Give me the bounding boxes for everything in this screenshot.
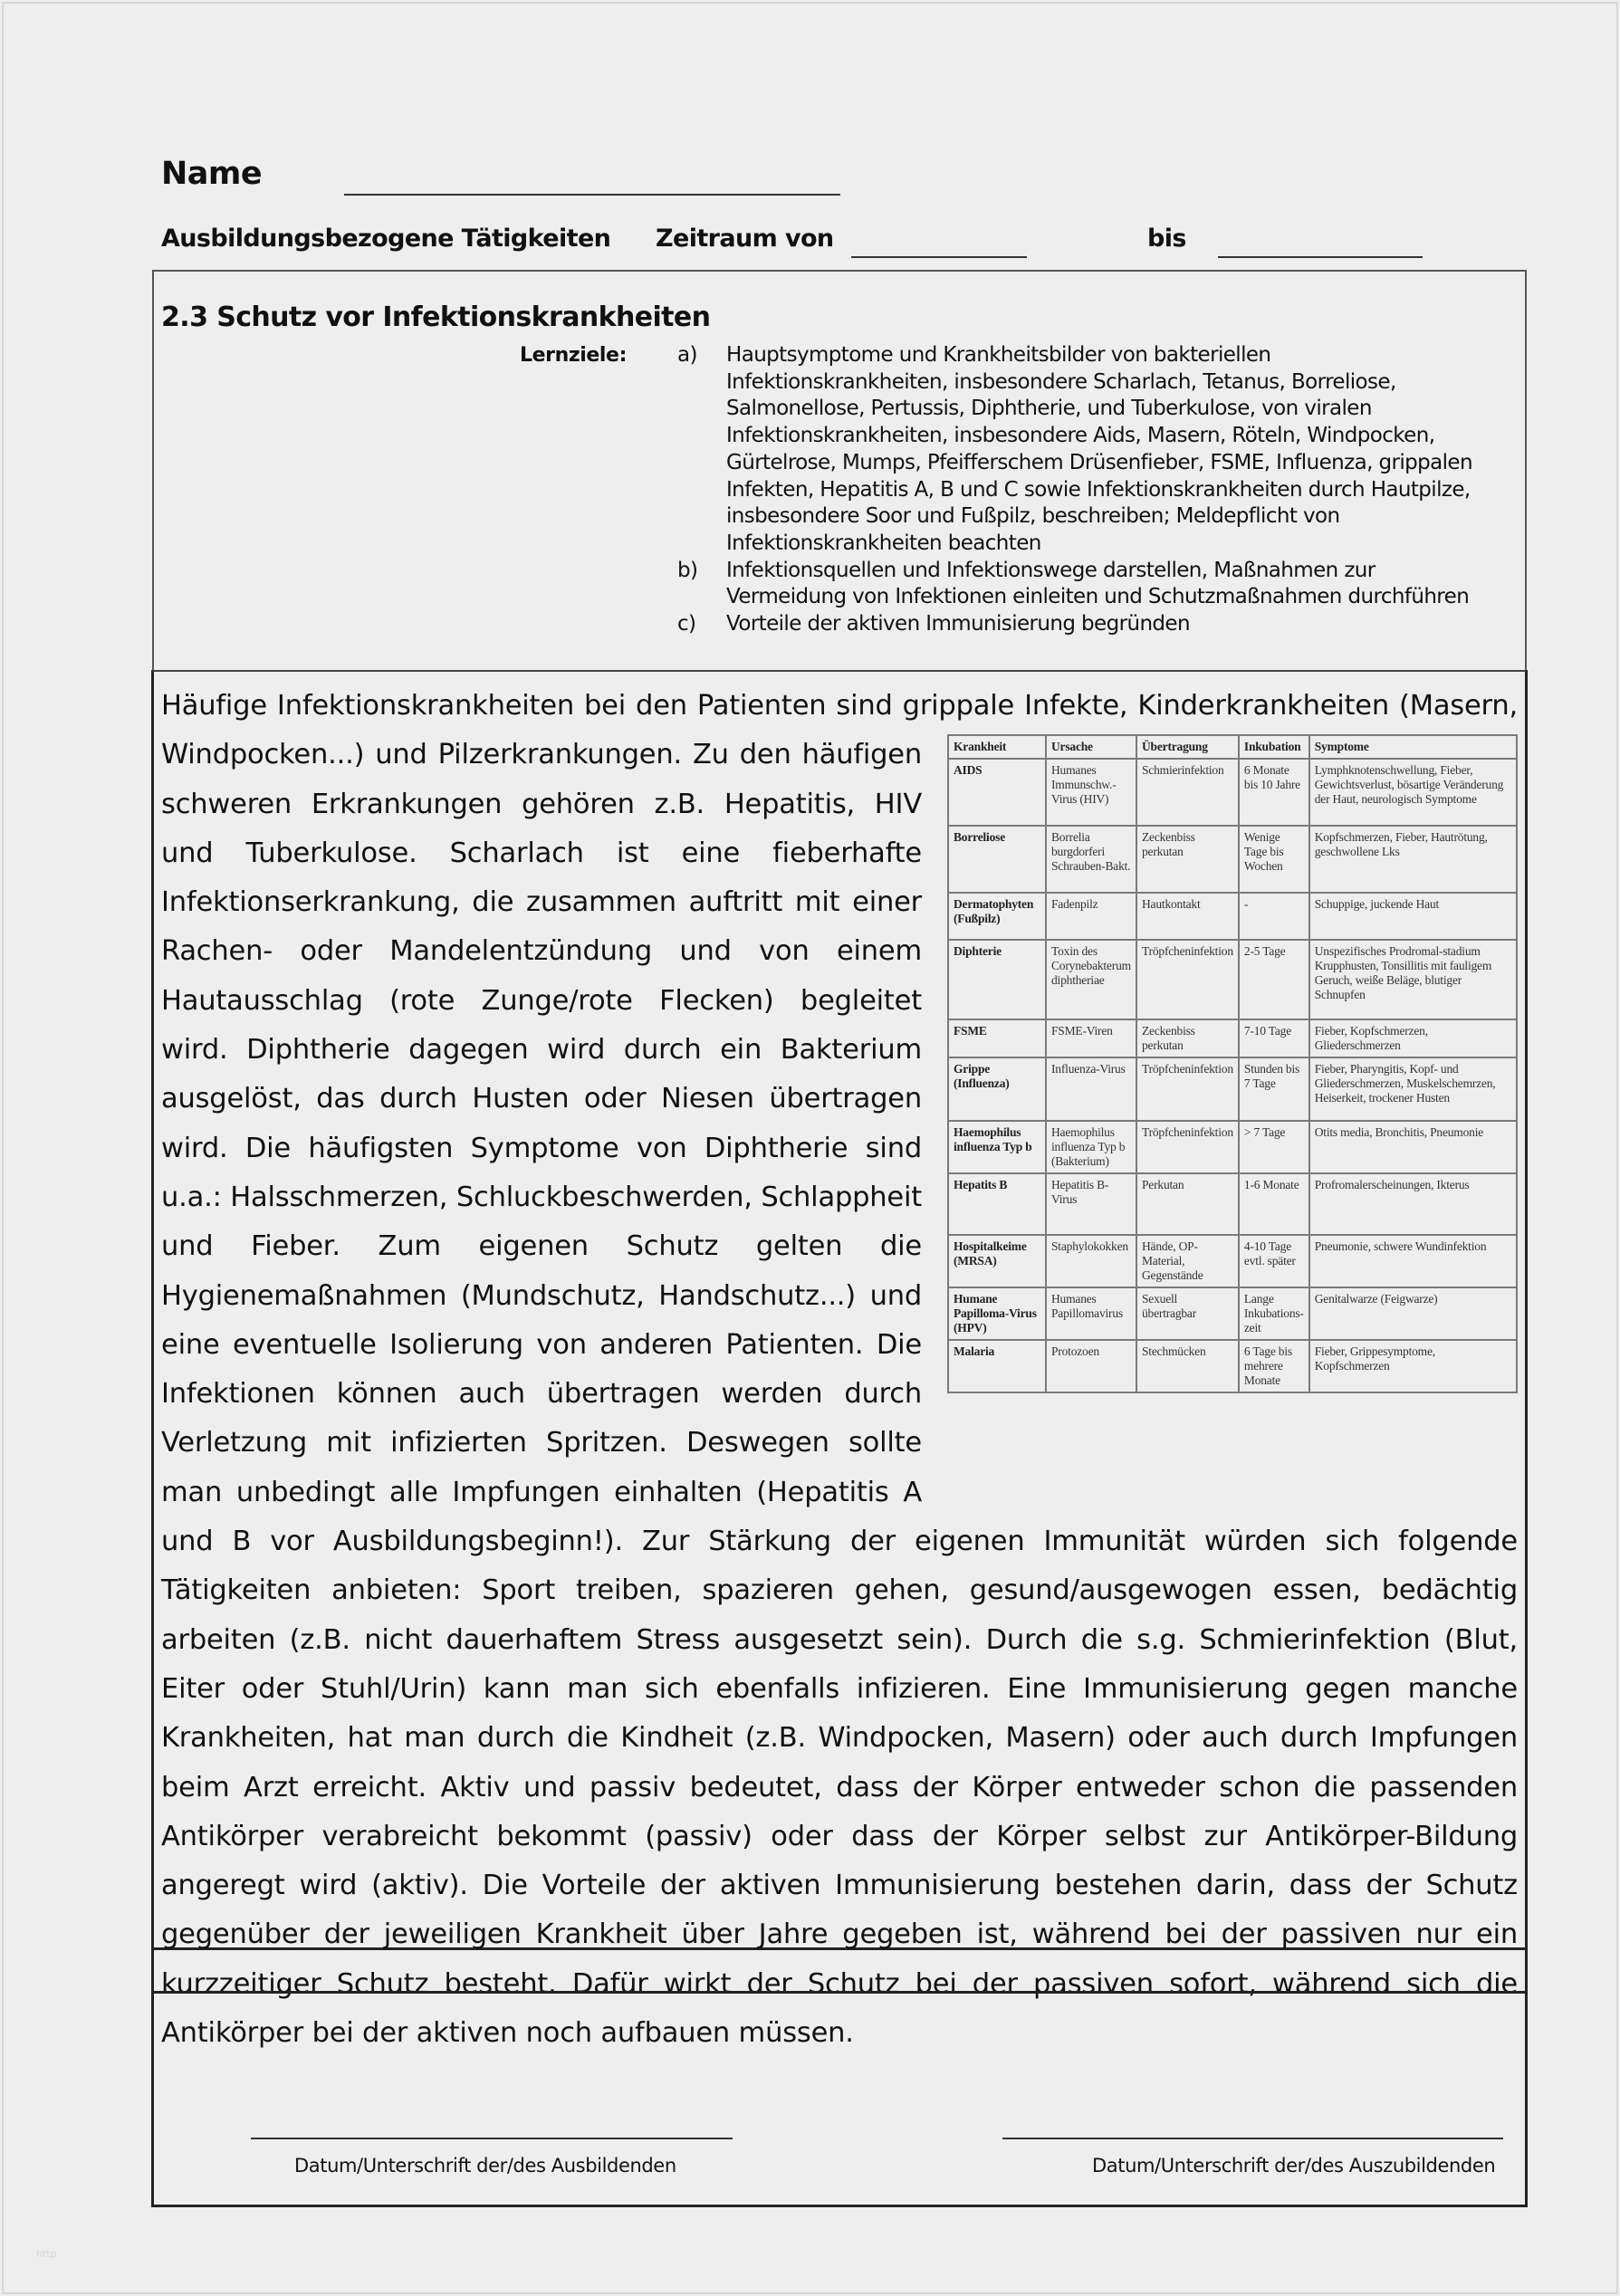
symptoms-cell: Kopfschmerzen, Fieber, Hautrötung, geschwollene Lks [1309, 826, 1517, 893]
learning-goal-a [677, 342, 1492, 558]
disease-cell: Grippe (Influenza) [948, 1057, 1046, 1121]
name-field[interactable] [344, 194, 840, 196]
disease-cell: Borreliose [948, 826, 1046, 893]
symptoms-cell: Genitalwarze (Feigwarze) [1309, 1287, 1517, 1340]
transmission-cell: Zeckenbiss perkutan [1136, 826, 1239, 893]
transmission-cell: Tröpfcheninfektion [1136, 1057, 1239, 1121]
incubation-cell: 1-6 Monate [1239, 1173, 1309, 1235]
cause-cell: Haemophilus influenza Typ b (Bakterium) [1046, 1121, 1136, 1173]
learning-goals-label: Lernziele: [520, 344, 627, 367]
transmission-cell: Zeckenbiss perkutan [1136, 1019, 1239, 1057]
table-row [948, 893, 1517, 940]
period-to-label: bis [1147, 225, 1186, 253]
learning-goal-c [677, 611, 1492, 638]
symptoms-cell: Fieber, Grippesymptome, Kopfschmerzen [1309, 1340, 1517, 1392]
column-header: Symptome [1309, 735, 1517, 759]
column-header: Ursache [1046, 735, 1136, 759]
cause-cell: Hepatitis B-Virus [1046, 1173, 1136, 1235]
table-row [948, 1121, 1517, 1173]
cause-cell: Influenza-Virus [1046, 1057, 1136, 1121]
column-header: Krankheit [948, 735, 1046, 759]
cause-cell: Borrelia burgdorferi Schrauben-Bakt. [1046, 826, 1136, 893]
table-row [948, 1057, 1517, 1121]
table-row [948, 940, 1517, 1019]
trainer-signature-label: Datum/Unterschrift der/des Ausbildenden [294, 2155, 676, 2176]
cause-cell: Staphylokokken [1046, 1235, 1136, 1287]
disease-cell: Malaria [948, 1340, 1046, 1392]
column-header: Übertragung [1136, 735, 1239, 759]
activities-label: Ausbildungsbezogene Tätigkeiten [161, 225, 611, 253]
table-row [948, 1287, 1517, 1340]
transmission-cell: Perkutan [1136, 1173, 1239, 1235]
period-to-field[interactable] [1218, 256, 1423, 258]
symptoms-cell: Lymphknotenschwellung, Fieber, Gewichtsverlust, bösartige Veränderung der Haut, neurologisch Symptome [1309, 759, 1517, 826]
learning-goals-list [677, 342, 1492, 638]
symptoms-cell: Fieber, Kopfschmerzen, Gliederschmerzen [1309, 1019, 1517, 1057]
incubation-cell: Wenige Tage bis Wochen [1239, 826, 1309, 893]
column-header: Inkubation [1239, 735, 1309, 759]
transmission-cell: Sexuell übertragbar [1136, 1287, 1239, 1340]
transmission-cell: Tröpfcheninfektion [1136, 940, 1239, 1019]
symptoms-cell: Unspezifisches Prodromal-stadium Krupphusten, Tonsillitis mit fauligem Geruch, weiße Beläge, blutiger Schnupfen [1309, 940, 1517, 1019]
transmission-cell: Hautkontakt [1136, 893, 1239, 940]
disease-table-wrapper [947, 734, 1518, 1475]
learning-goal-text: Infektionsquellen und Infektionswege darstellen, Maßnahmen zur Vermeidung von Infektionen einleiten und Schutzmaßnahmen durchführen [726, 558, 1470, 609]
disease-cell: Haemophilus influenza Typ b [948, 1121, 1046, 1173]
incubation-cell: > 7 Tage [1239, 1121, 1309, 1173]
transmission-cell: Schmierinfektion [1136, 759, 1239, 826]
table-row [948, 1340, 1517, 1392]
learning-goal-key: a) [677, 343, 697, 367]
symptoms-cell: Profromalerscheinungen, Ikterus [1309, 1173, 1517, 1235]
disease-table [947, 734, 1518, 1393]
report-paragraph-main: Windpocken...) und Pilzerkrankungen. Zu den häufigen schweren Erkrankungen gehören z.B. Hepatitis, HIV und Tuberkulose. Scharlach ist eine fieberhafte Infektionserkrankung, die zusammen auftritt mit einer Rachen- oder Mandelentzündung und von einem Hautausschlag (rote Zunge/rote Flecken) begleitet wird. Diphtherie dagegen wird durch ein Bakterium ausgelöst, das durch Husten oder Niesen übertragen wird. Die häufigsten Symptome von Diphtherie sind u.a.: Halsschmerzen, Schluckbeschwerden, Schlappheit und Fieber. Zum eigenen Schutz gelten die Hygienemaßnahmen (Mundschutz, Handschutz...) und eine eventuelle Isolierung von anderen Patienten. Die Infektionen können auch übertragen werden durch Verletzung mit infizierten Spritzen. Deswegen sollte man unbedingt alle Impfungen einhalten (Hepatitis A und B vor Ausbildungsbeginn!). Zur Stärkung der eigenen Immunität würden sich folgende Tätigkeiten anbieten: Sport treiben, spazieren gehen, gesund/ausgewogen essen, bedächtig arbeiten (z.B. nicht dauerhaftem Stress ausgesetzt sein). Durch die s.g. Schmierinfektion (Blut, Eiter oder Stuhl/Urin) kann man sich ebenfalls infizieren. Eine Immunisierung gegen manche Krankheiten, hat man durch die Kindheit (z.B. Windpocken, Masern) oder auch durch Impfungen beim Arzt erreicht. Aktiv und passiv bedeutet, dass der Körper entweder schon die passenden Antikörper verabreicht bekommt (passiv) oder dass der Körper selbst zur Antikörper-Bildung angeregt wird (aktiv). Die Vorteile der aktiven Immunisierung bestehen darin, dass der Schutz gegenüber der jeweiligen Krankheit über Jahre gegeben ist, während bei der passiven nur ein kurzzeitiger Schutz besteht. Dafür wirkt der Schutz bei der passiven sofort, während sich die Antikörper bei der aktiven noch aufbauen müssen. [161, 739, 1518, 2050]
table-header-row [948, 735, 1517, 759]
symptoms-cell: Fieber, Pharyngitis, Kopf- und Gliederschmerzen, Muskelschemrzen, Heiserkeit, trockener Husten [1309, 1057, 1517, 1121]
disease-cell: Dermatophyten (Fußpilz) [948, 893, 1046, 940]
cause-cell: Toxin des Corynebakterum diphtheriae [1046, 940, 1136, 1019]
report-paragraph-intro: Häufige Infektionskrankheiten bei den Patienten sind grippale Infekte, Kinderkrankheiten (Masern, [161, 690, 1518, 722]
disease-cell: Diphterie [948, 940, 1046, 1019]
incubation-cell: Lange Inkubations-zeit [1239, 1287, 1309, 1340]
learning-goal-key: c) [677, 612, 696, 636]
table-row [948, 1235, 1517, 1287]
period-from-label: Zeitraum von [656, 225, 834, 253]
cause-cell: Protozoen [1046, 1340, 1136, 1392]
trainee-signature-label: Datum/Unterschrift der/des Auszubildenden [1092, 2155, 1496, 2176]
symptoms-cell: Schuppige, juckende Haut [1309, 893, 1517, 940]
learning-goal-text: Vorteile der aktiven Immunisierung begründen [726, 612, 1190, 636]
incubation-cell: 2-5 Tage [1239, 940, 1309, 1019]
transmission-cell: Tröpfcheninfektion [1136, 1121, 1239, 1173]
period-from-field[interactable] [851, 256, 1027, 258]
watermark: http [36, 2248, 57, 2260]
name-label: Name [161, 156, 263, 192]
disease-cell: Hepatits B [948, 1173, 1046, 1235]
transmission-cell: Hände, OP-Material, Gegenstände [1136, 1235, 1239, 1287]
table-row [948, 759, 1517, 826]
learning-goal-key: b) [677, 558, 698, 582]
learning-goal-text: Hauptsymptome und Krankheitsbilder von bakteriellen Infektionskrankheiten, insbesondere Scharlach, Tetanus, Borreliose, Salmonellose, Pertussis, Diphtherie, und Tuberkulose, von viralen Infektionskrankheiten, insbesondere Aids, Masern, Röteln, Windpocken, Gürtelrose, Mumps, Pfeifferschem Drüsenfieber, FSME, Influenza, grippalen Infekten, Hepatitis A, B und C sowie Infektionskrankheiten durch Hautpilze, insbesondere Soor und Fußpilz, beschreiben; Meldepflicht von Infektionskrankheiten beachten [726, 343, 1472, 555]
table-row [948, 1173, 1517, 1235]
incubation-cell: 6 Tage bis mehrere Monate [1239, 1340, 1309, 1392]
symptoms-cell: Pneumonie, schwere Wundinfektion [1309, 1235, 1517, 1287]
disease-cell: Hospitalkeime (MRSA) [948, 1235, 1046, 1287]
symptoms-cell: Otits media, Bronchitis, Pneumonie [1309, 1121, 1517, 1173]
trainer-signature-field[interactable] [251, 2138, 733, 2139]
trainee-signature-field[interactable] [1002, 2138, 1503, 2139]
disease-cell: Humane Papilloma-Virus (HPV) [948, 1287, 1046, 1340]
cause-cell: Humanes Immunschw.-Virus (HIV) [1046, 759, 1136, 826]
empty-row [151, 1948, 1528, 1994]
table-row [948, 1019, 1517, 1057]
table-row [948, 826, 1517, 893]
section-title: 2.3 Schutz vor Infektionskrankheiten [161, 301, 711, 333]
incubation-cell: - [1239, 893, 1309, 940]
disease-cell: FSME [948, 1019, 1046, 1057]
incubation-cell: 4-10 Tage evtl. später [1239, 1235, 1309, 1287]
cause-cell: FSME-Viren [1046, 1019, 1136, 1057]
incubation-cell: 7-10 Tage [1239, 1019, 1309, 1057]
cause-cell: Fadenpilz [1046, 893, 1136, 940]
cause-cell: Humanes Papillomavirus [1046, 1287, 1136, 1340]
learning-goal-b [677, 558, 1492, 611]
transmission-cell: Stechmücken [1136, 1340, 1239, 1392]
incubation-cell: Stunden bis 7 Tage [1239, 1057, 1309, 1121]
report-text [161, 682, 1518, 2058]
incubation-cell: 6 Monate bis 10 Jahre [1239, 759, 1309, 826]
disease-cell: AIDS [948, 759, 1046, 826]
